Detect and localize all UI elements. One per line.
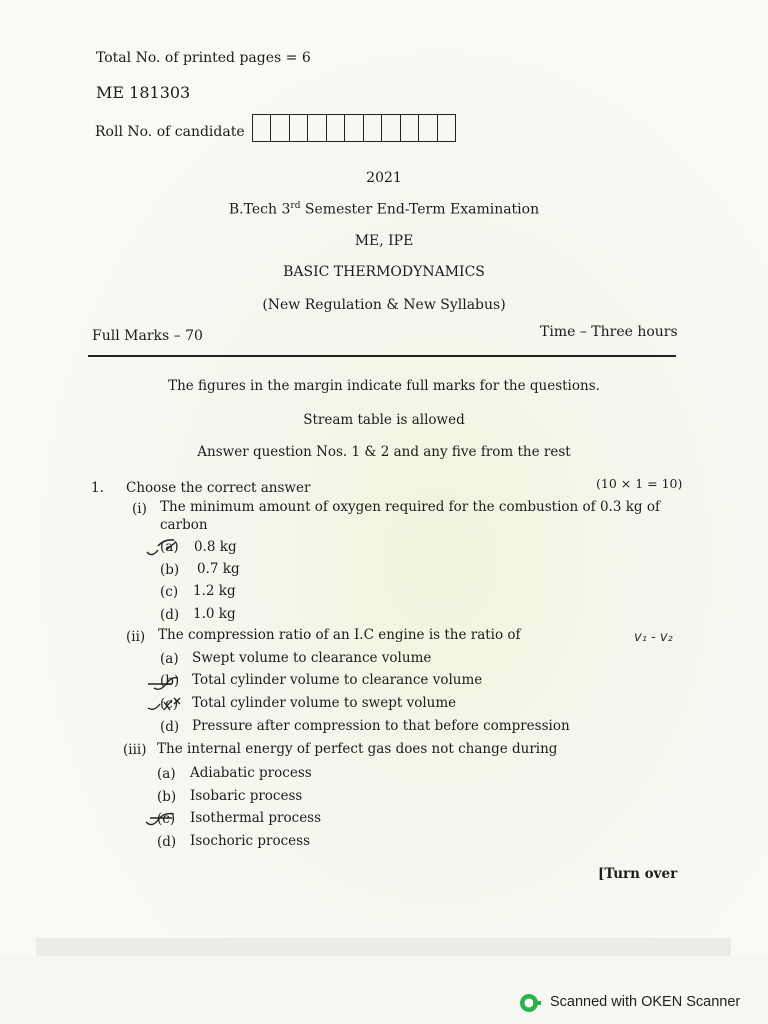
subquestion-number: (i) — [132, 501, 147, 517]
instruction-marks: The figures in the margin indicate full marks for the questions. — [168, 378, 600, 394]
instruction-answer: Answer question Nos. 1 & 2 and any five from the rest — [197, 444, 571, 460]
handwritten-checkmark-icon — [144, 536, 184, 560]
option-label: (d) — [157, 834, 177, 850]
subquestion-text-cont: carbon — [160, 517, 208, 533]
option-text: 1.2 kg — [193, 583, 236, 599]
handwritten-checkmark-icon — [144, 672, 184, 694]
option-label: (b) — [160, 673, 180, 689]
question-number: 1. — [91, 480, 104, 496]
exam-year: 2021 — [366, 170, 402, 186]
option-text: Isothermal process — [190, 810, 322, 826]
option-label: (a) — [157, 766, 176, 782]
scanner-watermark — [518, 992, 740, 1012]
option-text: Isochoric process — [190, 833, 311, 849]
roll-number-box[interactable] — [252, 114, 456, 142]
exam-title: B.Tech 3rd Semester End-Term Examination — [228, 201, 540, 218]
turn-over: [Turn over — [598, 866, 678, 882]
option-label: (c) — [157, 811, 176, 827]
option-label: (b) — [160, 562, 180, 578]
option-label: (b) — [157, 789, 177, 805]
option-label: (d) — [160, 607, 180, 623]
oken-scanner-logo-icon — [518, 992, 542, 1012]
option-text: 0.8 kg — [194, 539, 237, 555]
branch: ME, IPE — [354, 233, 414, 249]
handwritten-note: v₁ - v₂ — [634, 630, 673, 645]
option-label: (d) — [160, 719, 180, 735]
regulation: (New Regulation & New Syllabus) — [262, 297, 506, 313]
question-marks: (10 × 1 = 10) — [596, 476, 683, 491]
handwritten-checkmark-icon — [142, 808, 182, 830]
subquestion-text: The internal energy of perfect gas does not change during — [157, 741, 558, 757]
option-text: 0.7 kg — [197, 561, 240, 577]
option-text: Isobaric process — [190, 788, 303, 804]
instruction-table: Stream table is allowed — [303, 412, 465, 428]
subquestion-number: (iii) — [123, 742, 147, 758]
option-text: Total cylinder volume to clearance volume — [192, 672, 483, 688]
printed-pages: Total No. of printed pages = 6 — [96, 50, 311, 66]
full-marks: Full Marks – 70 — [92, 328, 203, 344]
scanner-text: Scanned with OKEN Scanner — [550, 994, 741, 1010]
question-text: Choose the correct answer — [126, 480, 311, 496]
paper-code: ME 181303 — [96, 83, 191, 102]
time-allowed: Time – Three hours — [540, 324, 678, 340]
option-text: Total cylinder volume to swept volume — [192, 695, 457, 711]
option-text: Swept volume to clearance volume — [192, 650, 432, 666]
option-label: (c) — [160, 696, 179, 712]
option-label: (a) — [160, 539, 179, 555]
subquestion-number: (ii) — [126, 629, 146, 645]
option-text: 1.0 kg — [193, 606, 236, 622]
option-label: (a) — [160, 651, 179, 667]
handwritten-cross-icon — [144, 694, 188, 716]
subquestion-text: The compression ratio of an I.C engine is the ratio of — [158, 627, 521, 643]
header-divider — [88, 355, 676, 357]
subject-title: BASIC THERMODYNAMICS — [283, 264, 485, 280]
option-text: Pressure after compression to that before compression — [192, 718, 570, 734]
subquestion-text: The minimum amount of oxygen required for the combustion of 0.3 kg of — [160, 499, 660, 515]
page-edge-strip — [36, 938, 731, 956]
option-text: Adiabatic process — [190, 765, 312, 781]
option-label: (c) — [160, 584, 179, 600]
roll-label: Roll No. of candidate — [95, 124, 245, 140]
